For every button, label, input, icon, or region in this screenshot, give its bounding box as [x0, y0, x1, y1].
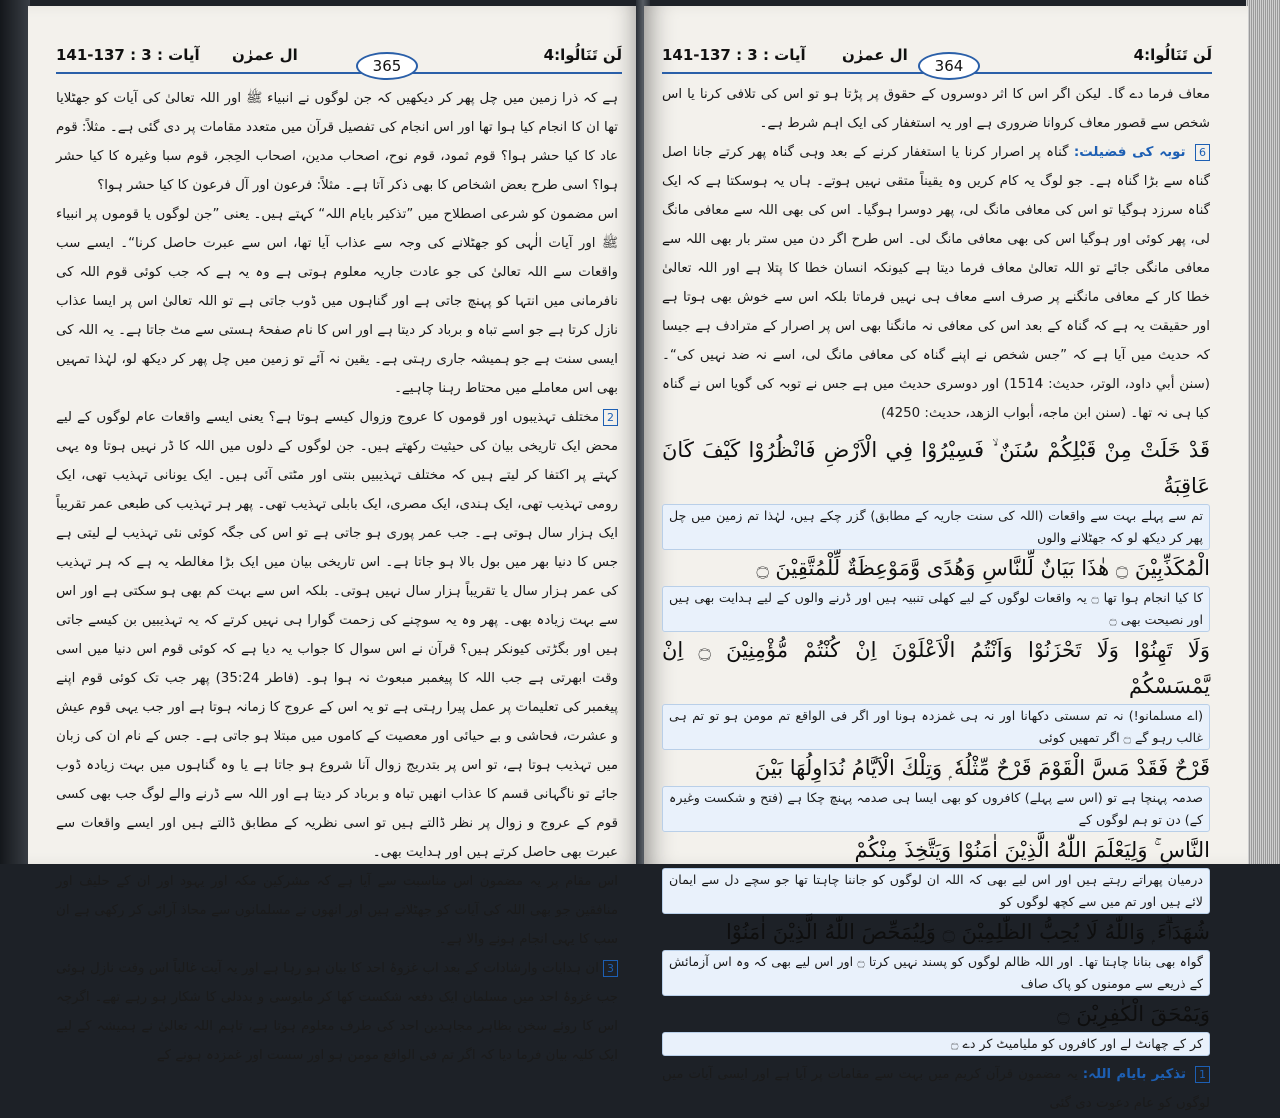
page-block-edge: [1246, 0, 1280, 864]
note-number: 6: [1195, 144, 1210, 161]
verse-translation: گواہ بھی بنانا چاہتا تھا۔ اور اللہ ظالم لوگوں کو پسند نہیں کرتا ۝ اور اس لیے بھی کہ وہ اس آزمائش کے ذریعے سے مومنوں کو پاک صاف: [662, 950, 1210, 996]
verse-translation: درمیان پھراتے رہتے ہیں اور اس لیے بھی کہ اللہ ان لوگوں کو جاننا چاہتا تھا جو سچے دل سے ایمان لائے ہیں اور تم میں سے کچھ لوگوں کو: [662, 868, 1210, 914]
hadith-reference: (سنن أبي داود، الوتر، حديث: 1514): [1003, 377, 1210, 392]
page-number: 365: [356, 52, 418, 80]
note-paragraph: [662, 138, 1210, 428]
verses-block: [662, 432, 1210, 1056]
footer-note: [662, 1060, 1210, 1118]
verse-translation: کا کیا انجام ہوا تھا ۝ یہ واقعات لوگوں کے لیے کھلی تنبیہ ہیں اور ڈرنے والوں کے لیے ہدایت بھی ہیں اور نصیحت بھی ۝: [662, 586, 1210, 632]
commentary-paragraph: 2مختلف تہذیبوں اور قوموں کا عروج وزوال کیسے ہوتا ہے؟ یعنی ایسے واقعات عام لوگوں کے لیے محض ایک تاریخی بیان کی حیثیت رکھتے ہیں۔ جن لوگوں کے دلوں میں اللہ کا ڈر نہیں ہوتا وہ یہی کہتے پر اکتفا کر لیتے ہیں کہ مختلف تہذیبیں بنتی اور مٹتی آئی ہیں۔ ایک یونانی تہذیب تھی، ایک رومی تہذیب تھی، ایک ہندی، ایک مصری، ایک بابلی تہذیب تھی۔ پھر ہر تہذیب کی طبعی عمر تقریباً ایک ہزار سال ہوتی ہے۔ جب عمر پوری ہو جاتی ہے تو اس کی جگہ کوئی نئی تہذیب لے لیتی ہے جس کا دنیا بھر میں بول بالا ہو جاتا ہے۔ اس تاریخی بیان میں ایک بڑا مغالطہ یہ ہے کہ ہر تہذیب کی عمر ہزار سال یا تقریباً ہزار سال نہیں ہوتی۔ بلکہ اس سے بہت کم بھی ہو سکتی ہے اور اس سے بہت زیادہ بھی۔ پھر وہ یہ سوچنے کی زحمت گوارا ہی نہیں کرتے کہ یہ تہذیبیں بن کیسے جاتی ہیں اور بگڑتی کیونکر ہیں؟ قرآن نے اس سوال کا جواب یہ دیا ہے کہ کوئی قوم اس دنیا میں اسی وقت ابھرتی ہے جب اللہ کا پیغمبر مبعوث نہ ہوا ہو۔ (فاطر 35:24) پھر جب تک کوئی قوم اپنے پیغمبر کی تعلیمات پر عمل پیرا رہتی ہے تو یہ اس کے عروج کا زمانہ ہوتا ہے اور جب یہی قوم عیش و عشرت، فحاشی و بے حیائی اور معصیت کے کاموں میں مبتلا ہو جاتی ہے۔ جس کے نام ان کی زبان میں تہذیب ہوتا ہے، تو اس پر بتدریج زوال آنا شروع ہو جاتا ہے یا وہ گناہوں میں بہت زیادہ ڈوب جائے تو ناگہانی قسم کا عذاب انھیں تباہ و برباد کر دیتا ہے اور اللہ سے ڈرنے والے لوگ جب بھی کسی قوم کے عروج و زوال پر نظر ڈالتے ہیں تو اسی نظریہ کے مطابق ڈالتے ہیں اور ایسے واقعات سے عبرت بھی حاصل کرتے ہیں اور ہدایت بھی۔: [56, 410, 618, 860]
note-text: گناہ پر اصرار کرنا یا استغفار کرنے کے بعد وہی گناہ پھر کرتے جانا اصل گناہ سے بڑا گناہ ہے۔ جو لوگ یہ کام کریں وہ یقیناً متقی نہیں ہوتے۔ ہاں یہ ہوسکتا ہے کہ ایک گناہ سرزد ہوگیا تو اس کی معافی مانگ لی، پھر دوسرا ہوگیا۔ اس کی بھی اللہ سے معافی مانگ لی، پھر کوئی اور ہوگیا اس کی بھی معافی مانگ لی۔ اس طرح اگر دن میں ستر بار بھی اللہ سے معافی مانگی جائے تو اللہ تعالیٰ معاف فرما دیتا ہے کیونکہ انسان خطا کا پتلا ہے اور اللہ تعالیٰ خطا کار کے معافی مانگنے پر صرف اسے معاف ہی نہیں فرماتا بلکہ اس سے خوش بھی ہوتا ہے اور حقیقت یہ ہے کہ گناہ کے بعد اس کی معافی نہ مانگنا بھی اس پر اصرار کے مترادف ہے جیسا کہ حدیث میں آیا ہے کہ ”جس شخص نے اپنے گناہ کی معافی مانگ لی، اسے نہ ضد نہیں کی“۔: [662, 145, 1210, 363]
right-page: [644, 6, 1248, 1111]
arabic-verse: النَّاسِ ۚ وَلِيَعْلَمَ اللّٰهُ الَّذِيْنَ اٰمَنُوْا وَيَتَّخِذَ مِنْكُمْ: [854, 838, 1210, 862]
commentary-paragraph: ہے کہ ذرا زمین میں چل پھر کر دیکھیں کہ جن لوگوں نے انبیاء ﷺ اور اللہ تعالیٰ کی آیات کو جھٹلایا تھا ان کا انجام کیا ہوا تھا اور اس انجام کی تفصیل قرآن میں متعدد مقامات پر دی گئی ہے۔ مثلاً: قوم عاد کا کیا حشر ہوا؟ قوم ثمود، قوم نوح، اصحاب مدین، اصحاب الحِجر، قوم سبا وغیرہ کا کیا حشر ہوا؟ اسی طرح بعض اشخاص کا بھی ذکر آتا ہے۔ مثلاً: فرعون اور آل فرعون کا کیا حشر ہوا؟: [56, 91, 618, 193]
hadith-reference: (سنن ابن ماجه، أبواب الزهد، حديث: 4250): [880, 406, 1127, 421]
note-number: 3: [603, 960, 618, 977]
arabic-verse: وَيَمْحَقَ الْكٰفِرِيْنَ ۝: [1057, 1002, 1210, 1026]
footer-note-text: یہ مضمون قرآن کریم میں بہت سے مقامات پر آیا ہے اور ایسی آیات میں لوگوں کو عام دعوت دی گئی: [662, 1067, 1210, 1111]
surah-name: ال عمرٰن: [842, 46, 908, 64]
arabic-verse: الْمُكَذِّبِيْنَ ۝ هٰذَا بَيَانٌ لِّلنَّاسِ وَهُدًى وَّمَوْعِظَةٌ لِّلْمُتَّقِيْنَ ۝: [756, 556, 1210, 580]
intro-paragraph: معاف فرما دے گا۔ لیکن اگر اس کا اثر دوسروں کے حقوق پر پڑتا ہو تو اس کی تلافی کرنا یا اس شخص سے قصور معاف کروانا ضروری ہے اور یہ استغفار کی ایک اہم شرط ہے۔: [662, 87, 1210, 131]
arabic-verse: وَلَا تَهِنُوْا وَلَا تَحْزَنُوْا وَاَنْتُمُ الْاَعْلَوْنَ اِنْ كُنْتُمْ مُّؤْمِنِيْنَ ۝ اِنْ يَّمْسَسْكُمْ: [662, 638, 1210, 698]
left-page: [28, 6, 642, 1063]
note-number: 1: [1195, 1066, 1210, 1083]
footer-note-heading: تذکیر بایام اللہ:: [1082, 1067, 1187, 1082]
note-text-continued: اور دوسری حدیث میں ہے جس نے توبہ کی گویا اس نے گناہ کیا ہی نہ تھا۔: [662, 377, 1210, 421]
verse-translation: تم سے پہلے بہت سے واقعات (اللہ کی سنت جاریہ کے مطابق) گزر چکے ہیں، لہٰذا تم زمین میں چل پھر کر دیکھ لو کہ جھٹلانے والوں: [662, 504, 1210, 550]
note-number: 2: [603, 409, 618, 426]
page-number: 364: [918, 52, 980, 80]
verse-translation: کر کے چھانٹ لے اور کافروں کو ملیامیٹ کر دے ۝: [662, 1032, 1210, 1056]
arabic-verse: شُهَدَاۗءَ ۭ وَاللّٰهُ لَا يُحِبُّ الظّٰلِمِيْنَ ۝ وَلِيُمَحِّصَ اللّٰهُ الَّذِيْنَ اٰمَنُوْا: [725, 920, 1210, 944]
juz-name: لَن تَنَالُوا:4: [543, 46, 622, 64]
commentary-paragraph: اس مضمون کو شرعی اصطلاح میں ”تذکیر بایام اللہ“ کہتے ہیں۔ یعنی ”جن لوگوں یا قوموں پر انبیاء ﷺ اور آیات الٰہی کو جھٹلانے کی وجہ سے عذاب آیا تھا، اس سے عبرت حاصل کرنا“۔ ایسے سب واقعات سے اللہ تعالیٰ کی جو عادت جاریہ معلوم ہوتی ہے وہ یہ ہے کہ جب کوئی قوم اللہ کی نافرمانی میں انتہا کو پہنچ جاتی ہے اور گناہوں میں ڈوب جاتی ہے تو اللہ تعالیٰ اس پر ایسا عذاب نازل کرتا ہے جو اسے تباہ و برباد کر دیتا ہے اور اس کا نام صفحۂ ہستی سے مٹ جاتا ہے۔ یہ اللہ کی ایسی سنت ہے جو ہمیشہ جاری رہتی ہے۔ یقین نہ آئے تو زمین میں چل پھر کر دیکھ لو، لہٰذا تمہیں بھی اس معاملے میں محتاط رہنا چاہیے۔: [56, 207, 618, 396]
juz-name: لَن تَنَالُوا:4: [1133, 46, 1212, 64]
commentary-paragraph: اس مقام پر یہ مضمون اس مناسبت سے آیا ہے کہ مشرکین مکہ اور یہود اور ان کے حلیف اور منافقین جو بھی اللہ کی آیات کو جھٹلاتے ہیں اور انھوں نے مسلمانوں سے محاذ آرائی کر رکھی ہے ان سب کا یہی انجام ہونے والا ہے۔: [56, 874, 618, 947]
verse-range: 141-137 : آیات : 3: [56, 46, 200, 64]
note-heading: توبہ کی فضیلت:: [1073, 145, 1186, 160]
right-page-header: [662, 42, 1212, 74]
book-cover-edge: [0, 0, 30, 864]
arabic-verse: قَرْحٌ فَقَدْ مَسَّ الْقَوْمَ قَرْحٌ مِّثْلُهٗ ۭ وَتِلْكَ الْاَيَّامُ نُدَاوِلُهَا بَيْنَ: [754, 756, 1210, 780]
left-page-header: [56, 42, 622, 74]
verse-translation: صدمہ پہنچا ہے تو (اس سے پہلے) کافروں کو بھی ایسا ہی صدمہ پہنچ چکا ہے (فتح و شکست وغیرہ کے) دن تو ہم لوگوں کے: [662, 786, 1210, 832]
commentary-paragraph: 3ان ہدایات وارشادات کے بعد اب غزوۂ احد کا بیان ہو رہا ہے اور یہ آیت غالباً اس وقت نازل ہوئی جب غزوۂ احد میں مسلمان ایک دفعہ شکست کھا کر مایوسی و بددلی کا شکار ہو رہے تھے۔ اگرچہ اس کا روئے سخن بظاہر مجاہدین احد کی طرف معلوم ہوتا ہے، تاہم اللہ تعالیٰ نے ہمیشہ کے لیے ایک کلیہ بیان فرما دیا کہ اگر تم فی الواقع مومن ہو اور سست اور غمزدہ ہونے کے: [56, 961, 618, 1063]
left-page-body: [56, 84, 618, 1070]
surah-name: ال عمرٰن: [232, 46, 298, 64]
verse-translation: (اے مسلمانو!) نہ تم سستی دکھانا اور نہ ہی غمزدہ ہونا اور اگر فی الواقع تم مومن ہو تو تم ہی غالب رہو گے ۝ اگر تمھیں کوئی: [662, 704, 1210, 750]
verse-range: 141-137 : آیات : 3: [662, 46, 806, 64]
arabic-verse: قَدْ خَلَتْ مِنْ قَبْلِكُمْ سُنَنٌ ۙ فَسِيْرُوْا فِي الْاَرْضِ فَانْظُرُوْا كَيْفَ كَانَ عَاقِبَةُ: [662, 438, 1210, 498]
right-page-body: [662, 80, 1210, 1118]
